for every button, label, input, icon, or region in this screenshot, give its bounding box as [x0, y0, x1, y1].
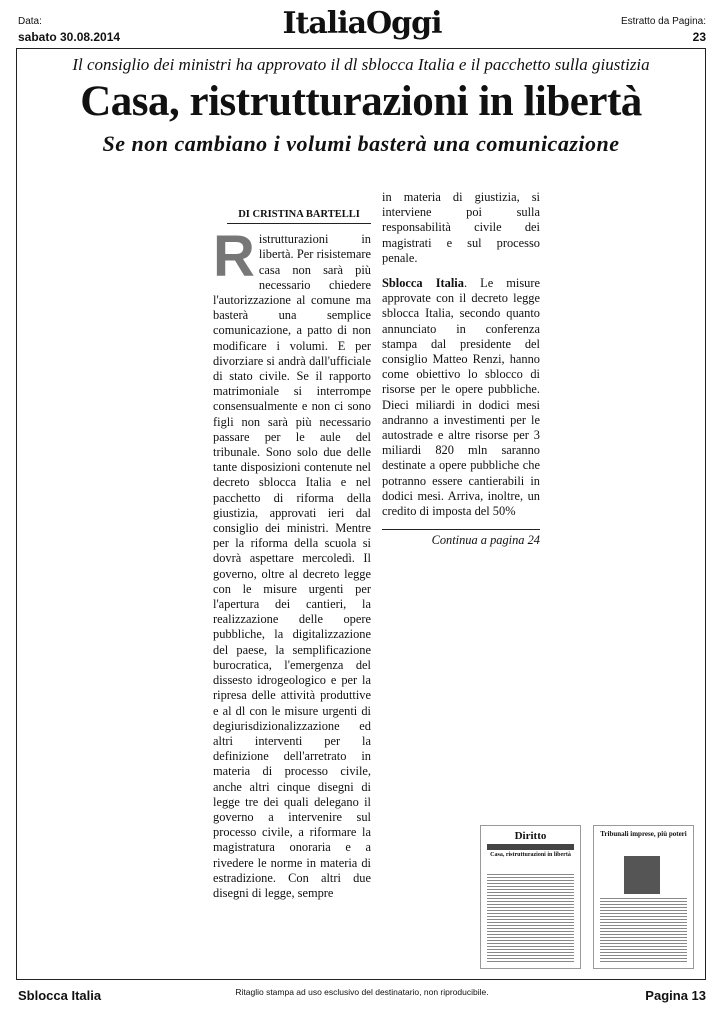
section-lead: Sblocca Italia — [382, 276, 464, 291]
article-column-2 — [382, 190, 540, 548]
column-1-text: istrutturazioni in libertà. Per risistemare casa non sarà più necessario chiedere l'autorizzazione al comune ma basterà una semplice comunicazione, a patto di non modificare i volumi. E per divorziare si andrà dall'ufficiale di stato civile. Se il rapporto matrimoniale si interrompe consensualmente e non ci sono figli non sarà più necessario passare per le aule del tribunale. Sono solo due delle tante disposizioni contenute nel decreto sblocca Italia e nel pacchetto di riforma della giustizia, approvati ieri dal consiglio dei ministri. Mentre per la riforma della scuola si dovrà aspettare mercoledì. Il governo, oltre al decreto legge con le misure urgenti per l'apertura dei cantieri, la realizzazione delle opere pubbliche, la digitalizzazione del paese, la semplificazione burocratica, l'emergenza del dissesto idrogeologico e per la ripresa delle attività produttive e al dl con le misure urgenti di degiurisdizionalizzazione ed altri interventi per la definizione dell'arretrato in materia di processo civile, anche altri cinque disegni di legge tre dei quali delegano il governo a intervenire sul processo civile, a riformare la magistratura onoraria e a rivedere le norme in materia di estradizione. Con altri due disegni di legge, sempre — [213, 232, 371, 900]
thumbnail-2-headline: Tribunali imprese, più poteri — [600, 830, 687, 838]
thumbnail-2-photo — [624, 856, 660, 894]
dropcap: R — [213, 224, 255, 290]
article-column-1 — [213, 207, 371, 901]
page-extract-value: 23 — [692, 30, 706, 44]
page-thumbnail-2 — [593, 825, 694, 969]
date-value: sabato 30.08.2014 — [18, 30, 121, 44]
column-2-paragraph-2-text: . Le misure approvate con il decreto legge sblocca Italia, secondo quanto annunciato in conferenza stampa dal presidente del consiglio Matteo Renzi, hanno come obiettivo lo sblocco di risorse per le opere pubbliche. Dieci miliardi in dodici mesi andranno a investimenti per le autostrade e altre risorse per 3 miliardi 820 mln saranno destinate a opere pubbliche che potranno essere cantierabili in dodici mesi. Arriva, inoltre, un credito di imposta del 50% — [382, 276, 541, 519]
thumbnail-1-headline: Casa, ristrutturazioni in libertà — [490, 852, 571, 858]
page-extract-label: Estratto da Pagina: — [620, 16, 706, 27]
article-kicker: Il consiglio dei ministri ha approvato il dl sblocca Italia e il pacchetto sulla giustizia — [72, 55, 650, 74]
article-subtitle: Se non cambiano i volumi basterà una comunicazione — [102, 131, 620, 156]
masthead-logo: ItaliaOggi — [282, 6, 442, 41]
thumbnail-1-text — [487, 874, 574, 962]
thumbnail-1-bar — [487, 844, 574, 850]
thumbnail-2-text — [600, 898, 687, 964]
column-2-paragraph-2 — [382, 276, 540, 519]
continued-on-page: Continua a pagina 24 — [382, 529, 540, 548]
column-2-paragraph-1: in materia di giustizia, si interviene poi sulla responsabilità civile dei magistrati e sul processo penale. — [382, 190, 540, 265]
page-thumbnail-1 — [480, 825, 581, 969]
footer-notice: Ritaglio stampa ad uso esclusivo del destinatario, non riproducibile. — [235, 987, 489, 997]
byline: DI CRISTINA BARTELLI — [227, 207, 371, 224]
date-label: Data: — [18, 16, 42, 27]
footer-section: Sblocca Italia — [18, 988, 102, 1003]
thumbnail-1-masthead: Diritto — [514, 830, 547, 842]
page-extract-block — [621, 16, 706, 44]
article-frame — [16, 48, 706, 980]
footer-page: Pagina 13 — [645, 988, 706, 1003]
article-title: Casa, ristrutturazioni in libertà — [80, 78, 642, 125]
